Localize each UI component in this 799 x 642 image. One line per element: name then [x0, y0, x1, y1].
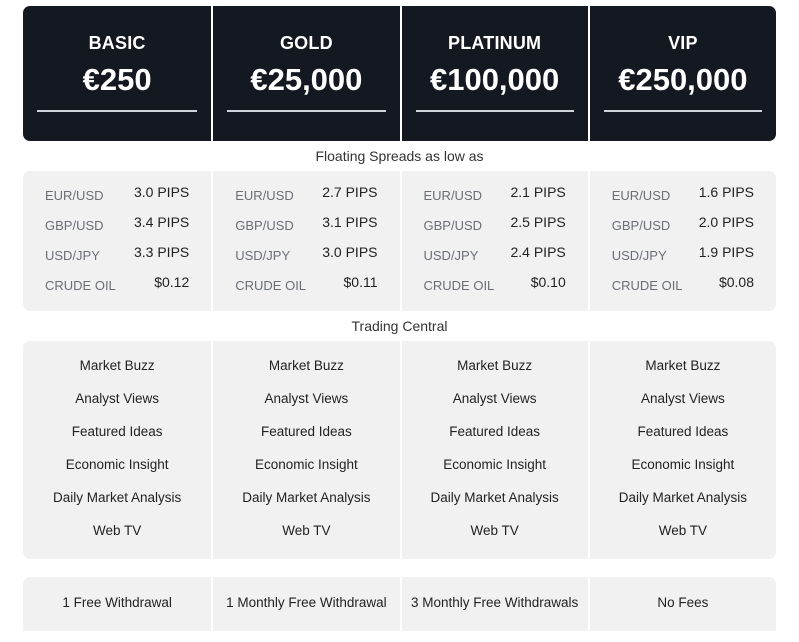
spread-row [402, 244, 588, 274]
spread-value: $0.08 [718, 274, 754, 290]
withdrawal-basic: 1 Free Withdrawal [62, 595, 172, 610]
tc-feature: Market Buzz [79, 358, 155, 373]
spread-row [213, 184, 399, 214]
spread-row [402, 274, 588, 304]
tc-column-vip [588, 341, 776, 559]
account-comparison [23, 6, 776, 631]
spread-row [213, 274, 399, 304]
tc-column-basic [23, 341, 211, 559]
plan-price: €25,000 [250, 62, 363, 97]
spread-value: 2.1 PIPS [510, 184, 566, 200]
tc-feature: Daily Market Analysis [242, 490, 371, 505]
plan-gold [211, 6, 399, 141]
tc-feature: Analyst Views [75, 391, 160, 406]
tc-feature: Economic Insight [65, 457, 169, 472]
plan-price: €250 [82, 62, 152, 97]
spreads-title: Floating Spreads as low as [315, 148, 484, 164]
tc-feature: Market Buzz [645, 358, 721, 373]
spread-value: 3.1 PIPS [322, 214, 378, 230]
pair-label: EUR/USD [235, 188, 294, 203]
pair-label: USD/JPY [423, 248, 479, 263]
plan-name: VIP [668, 33, 698, 53]
spread-value: 3.0 PIPS [322, 244, 378, 260]
tc-feature: Analyst Views [640, 391, 725, 406]
spread-value: 2.7 PIPS [322, 184, 378, 200]
spreads-column-basic [23, 171, 211, 311]
plan-platinum [400, 6, 588, 141]
tc-feature: Featured Ideas [449, 424, 541, 439]
pair-label: CRUDE OIL [423, 278, 495, 293]
spread-row [213, 244, 399, 274]
tc-feature: Economic Insight [254, 457, 358, 472]
plan-price: €100,000 [429, 62, 560, 97]
tc-column-gold [211, 341, 399, 559]
pair-label: CRUDE OIL [611, 278, 683, 293]
spread-value: 1.9 PIPS [698, 244, 754, 260]
pair-label: CRUDE OIL [45, 278, 116, 293]
plan-basic [23, 6, 211, 141]
withdrawals-table [23, 577, 776, 631]
spreads-column-platinum [400, 171, 588, 311]
plan-divider [37, 110, 197, 112]
pair-label: CRUDE OIL [235, 278, 307, 293]
pair-label: GBP/USD [423, 218, 483, 233]
tc-feature: Analyst Views [264, 391, 349, 406]
plan-header [23, 6, 776, 141]
spread-row [23, 184, 211, 214]
spread-row [213, 214, 399, 244]
spread-row [590, 274, 776, 304]
spread-row [23, 214, 211, 244]
tc-feature: Featured Ideas [71, 424, 163, 439]
spread-value: 2.0 PIPS [698, 214, 754, 230]
tc-feature: Daily Market Analysis [618, 490, 748, 505]
tc-column-platinum [400, 341, 588, 559]
tc-feature: Economic Insight [631, 457, 735, 472]
plan-price: €250,000 [618, 62, 748, 97]
spread-value: 3.0 PIPS [133, 184, 190, 200]
pair-label: EUR/USD [423, 188, 483, 203]
plan-vip [588, 6, 776, 141]
spread-row [402, 184, 588, 214]
tc-feature: Web TV [92, 523, 142, 538]
spread-row [23, 244, 211, 274]
spreads-column-gold [211, 171, 399, 311]
plan-name: BASIC [88, 33, 146, 53]
pair-label: GBP/USD [45, 218, 104, 233]
plan-divider [416, 110, 574, 112]
tc-feature: Featured Ideas [637, 424, 729, 439]
trading-central-title: Trading Central [351, 318, 448, 334]
tc-feature: Market Buzz [268, 358, 344, 373]
pair-label: USD/JPY [235, 248, 291, 263]
tc-feature: Featured Ideas [260, 424, 352, 439]
plan-name: GOLD [279, 33, 333, 53]
withdrawal-platinum: 3 Monthly Free Withdrawals [400, 577, 588, 631]
spread-value: 3.3 PIPS [133, 244, 190, 260]
trading-central-table [23, 341, 776, 559]
spread-row [590, 184, 776, 214]
spread-value: $0.12 [154, 274, 190, 290]
pair-label: EUR/USD [45, 188, 104, 203]
spread-value: $0.11 [343, 274, 378, 290]
spread-row [23, 274, 211, 304]
spacer [23, 559, 776, 577]
spreads-column-vip [588, 171, 776, 311]
spreads-table [23, 171, 776, 311]
spread-value: 3.4 PIPS [133, 214, 190, 230]
pair-label: GBP/USD [611, 218, 671, 233]
spread-row [590, 214, 776, 244]
spread-value: 2.4 PIPS [510, 244, 566, 260]
tc-feature: Daily Market Analysis [52, 490, 182, 505]
spread-row [402, 214, 588, 244]
spread-row [590, 244, 776, 274]
spread-value: $0.10 [530, 274, 566, 290]
pair-label: EUR/USD [611, 188, 671, 203]
tc-feature: Web TV [470, 523, 519, 538]
pair-label: USD/JPY [611, 248, 667, 263]
withdrawal-vip: No Fees [588, 577, 776, 631]
tc-feature: Analyst Views [452, 391, 537, 406]
spread-value: 2.5 PIPS [510, 214, 566, 230]
plan-name: PLATINUM [447, 33, 542, 53]
tc-feature: Daily Market Analysis [430, 490, 559, 505]
pair-label: USD/JPY [45, 248, 100, 263]
pair-label: GBP/USD [235, 218, 294, 233]
plan-divider [227, 110, 385, 112]
tc-feature: Web TV [658, 523, 708, 538]
withdrawal-gold: 1 Monthly Free Withdrawal [211, 577, 399, 631]
spread-value: 1.6 PIPS [698, 184, 754, 200]
tc-feature: Web TV [282, 523, 331, 538]
tc-feature: Market Buzz [457, 358, 533, 373]
plan-divider [604, 110, 762, 112]
tc-feature: Economic Insight [443, 457, 547, 472]
